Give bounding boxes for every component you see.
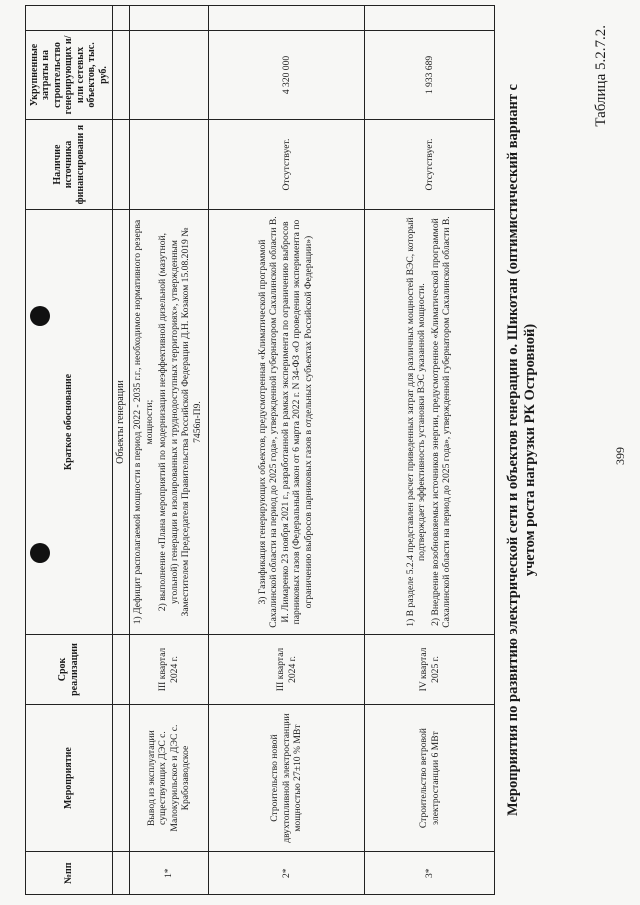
section-title: Объекты генерации — [112, 209, 129, 634]
section-activity-cell — [112, 704, 129, 852]
row-cost: 1 933 689 — [365, 30, 495, 120]
row-basis — [365, 209, 495, 634]
header-empty — [26, 6, 113, 31]
header-basis: Краткое обоснование — [26, 209, 113, 634]
header-num: №пп — [26, 852, 113, 895]
title-line-1: Мероприятия по развитию электрической сети и объектов генерации о. Шикотан (оптимистический вариант с — [505, 84, 521, 817]
row-term: III квартал 2024 г. — [129, 635, 208, 704]
table-row — [129, 6, 208, 895]
basis-item: 3) Газификация генерирующих объектов, предусмотренная «Климатической программой Сахалинской области на период до 2025 года», утвержденной губернатором Сахалинской области В. И. Лимаренко 23 ноября 2021 г., разработанной в рамках эксперимента по ограничению выбросов парниковых газов (Федеральный закон от 6 марта 2022 г. N 34-ФЗ «О проведении эксперимента по ограничению выбросов парниковых газов в отдельных субъектах Российской Федерации») — [256, 216, 314, 628]
header-activity: Мероприятие — [26, 704, 113, 852]
measures-table — [25, 5, 495, 895]
header-source: Наличие источника финансировани я — [26, 120, 113, 210]
row-empty — [208, 6, 365, 31]
row-empty — [365, 6, 495, 31]
row-basis — [208, 209, 365, 634]
header-term: Срок реализации — [26, 635, 113, 704]
table-row — [365, 6, 495, 895]
section-cost-cell — [112, 30, 129, 120]
section-row — [112, 6, 129, 895]
header-cost: Укрупненные затраты на строительство генерирующих и/или сетевых объектов, тыс. руб. — [26, 30, 113, 120]
row-basis — [129, 209, 208, 634]
section-empty-cell — [112, 6, 129, 31]
table-label: Таблица 5.2.7.2. — [593, 25, 609, 127]
row-activity: Строительство ветровой электростанции 6 МВт — [365, 704, 495, 852]
row-num: 3* — [365, 852, 495, 895]
basis-item: 2) Внедрение возобновляемых источников энергии, предусмотренное «Климатической программой Сахалинской области на период до 2025 года», утвержденной губернатором Сахалинской области В. — [429, 216, 453, 628]
page-number: 399 — [613, 447, 627, 465]
row-num: 1* — [129, 852, 208, 895]
section-source-cell — [112, 120, 129, 210]
row-source: Отсутствует. — [365, 120, 495, 210]
basis-item: 2) выполнение «Плана мероприятий по модернизации неэффективной дизельной (мазутной, угольной) генерации в изолированных и труднодоступных территориях», утвержденным Заместителем Председателя Правительства Российской Федерации Д.Н. Козаком 15.08.2019 № 7456п-П9. — [157, 227, 203, 617]
section-term-cell — [112, 635, 129, 704]
row-num: 2* — [208, 852, 365, 895]
row-cost — [129, 30, 208, 120]
row-activity: Строительство новой двухтопливной электростанции мощностью 27±10 % МВт — [208, 704, 365, 852]
basis-item: 1) Дефицит располагаемой мощности в период 2022 - 2035 г.г., необходимое нормативного резерва мощности; — [132, 219, 155, 625]
row-term: III квартал 2024 г. — [208, 635, 365, 704]
table-row — [208, 6, 365, 895]
row-term: IV квартал 2025 г. — [365, 635, 495, 704]
section-num-cell — [112, 852, 129, 895]
basis-item: 1) В разделе 5.2.4 представлен расчет приведенных затрат для различных мощностей ВЭС, который подтверждает эффективность установки ВЭС указанной мощности. — [404, 217, 428, 627]
header-row — [26, 6, 113, 895]
row-empty — [129, 6, 208, 31]
title-line-2: учетом роста нагрузки РК Островной) — [522, 323, 538, 577]
row-source: Отсутствует. — [208, 120, 365, 210]
row-cost: 4 320 000 — [208, 30, 365, 120]
page-title — [505, 5, 539, 895]
rotated-content — [5, 5, 625, 895]
row-activity: Вывод из эксплуатации существующих ДЭС с. Малокурильское и ДЭС с. Крабозаводское — [129, 704, 208, 852]
row-source — [129, 120, 208, 210]
